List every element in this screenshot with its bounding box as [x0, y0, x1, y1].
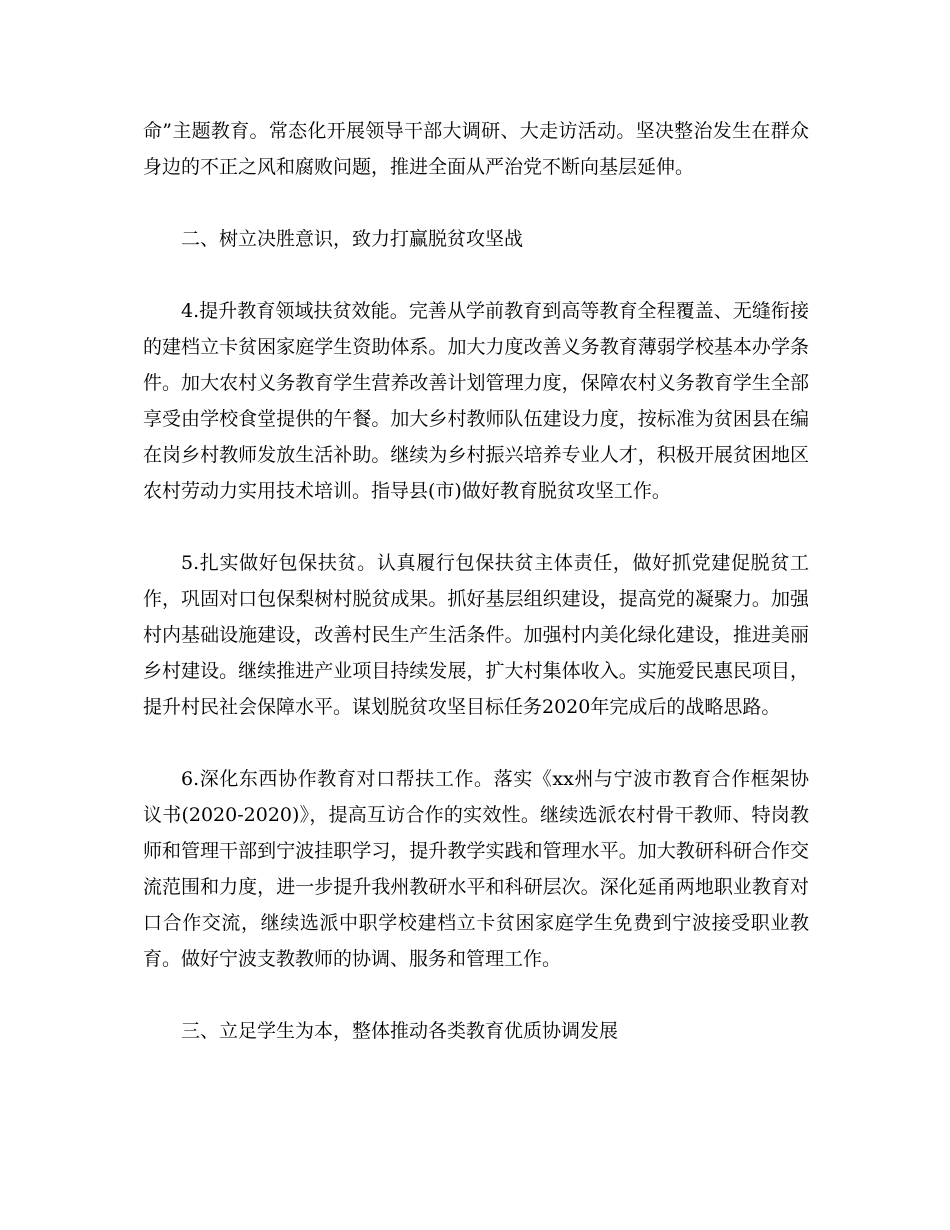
paragraph-gap	[143, 725, 809, 761]
paragraph-item-4: 4.提升教育领域扶贫效能。完善从学前教育到高等教育全程覆盖、无缝衔接的建档立卡贫困家庭学生资助体系。加大力度改善义务教育薄弱学校基本办学条件。加大农村义务教育学生营养改善计划管理力度，保障农村义务教育学生全部享受由学校食堂提供的午餐。加大乡村教师队伍建设力度，按标准为贫困县在编在岗乡村教师发放生活补助。继续为乡村振兴培养专业人才，积极开展贫困地区农村劳动力实用技术培训。指导县(市)做好教育脱贫攻坚工作。	[143, 300, 809, 502]
paragraph-gap	[143, 257, 809, 293]
paragraph-gap	[143, 509, 809, 545]
paragraph-gap	[143, 185, 809, 221]
section-heading-2: 二、树立决胜意识，致力打赢脱贫攻坚战	[181, 228, 524, 250]
paragraph-gap	[143, 977, 809, 1013]
section-heading-3: 三、立足学生为本，整体推动各类教育优质协调发展	[181, 1020, 619, 1042]
paragraph-item-5: 5.扎实做好包保扶贫。认真履行包保扶贫主体责任，做好抓党建促脱贫工作，巩固对口包保梨树村脱贫成果。抓好基层组织建设，提高党的凝聚力。加强村内基础设施建设，改善村民生产生活条件。加强村内美化绿化建设，推进美丽乡村建设。继续推进产业项目持续发展，扩大村集体收入。实施爱民惠民项目，提升村民社会保障水平。谋划脱贫攻坚目标任务2020年完成后的战略思路。	[143, 552, 809, 718]
paragraph-intro: 命”主题教育。常态化开展领导干部大调研、大走访活动。坚决整治发生在群众身边的不正之风和腐败问题，推进全面从严治党不断向基层延伸。	[143, 120, 809, 178]
document-body	[143, 113, 809, 1049]
paragraph-item-6: 6.深化东西协作教育对口帮扶工作。落实《xx州与宁波市教育合作框架协议书(2020-2020)》，提高互访合作的实效性。继续选派农村骨干教师、特岗教师和管理干部到宁波挂职学习，提升教学实践和管理水平。加大教研科研合作交流范围和力度，进一步提升我州教研水平和科研层次。深化延甬两地职业教育对口合作交流，继续选派中职学校建档立卡贫困家庭学生免费到宁波接受职业教育。做好宁波支教教师的协调、服务和管理工作。	[143, 768, 809, 970]
